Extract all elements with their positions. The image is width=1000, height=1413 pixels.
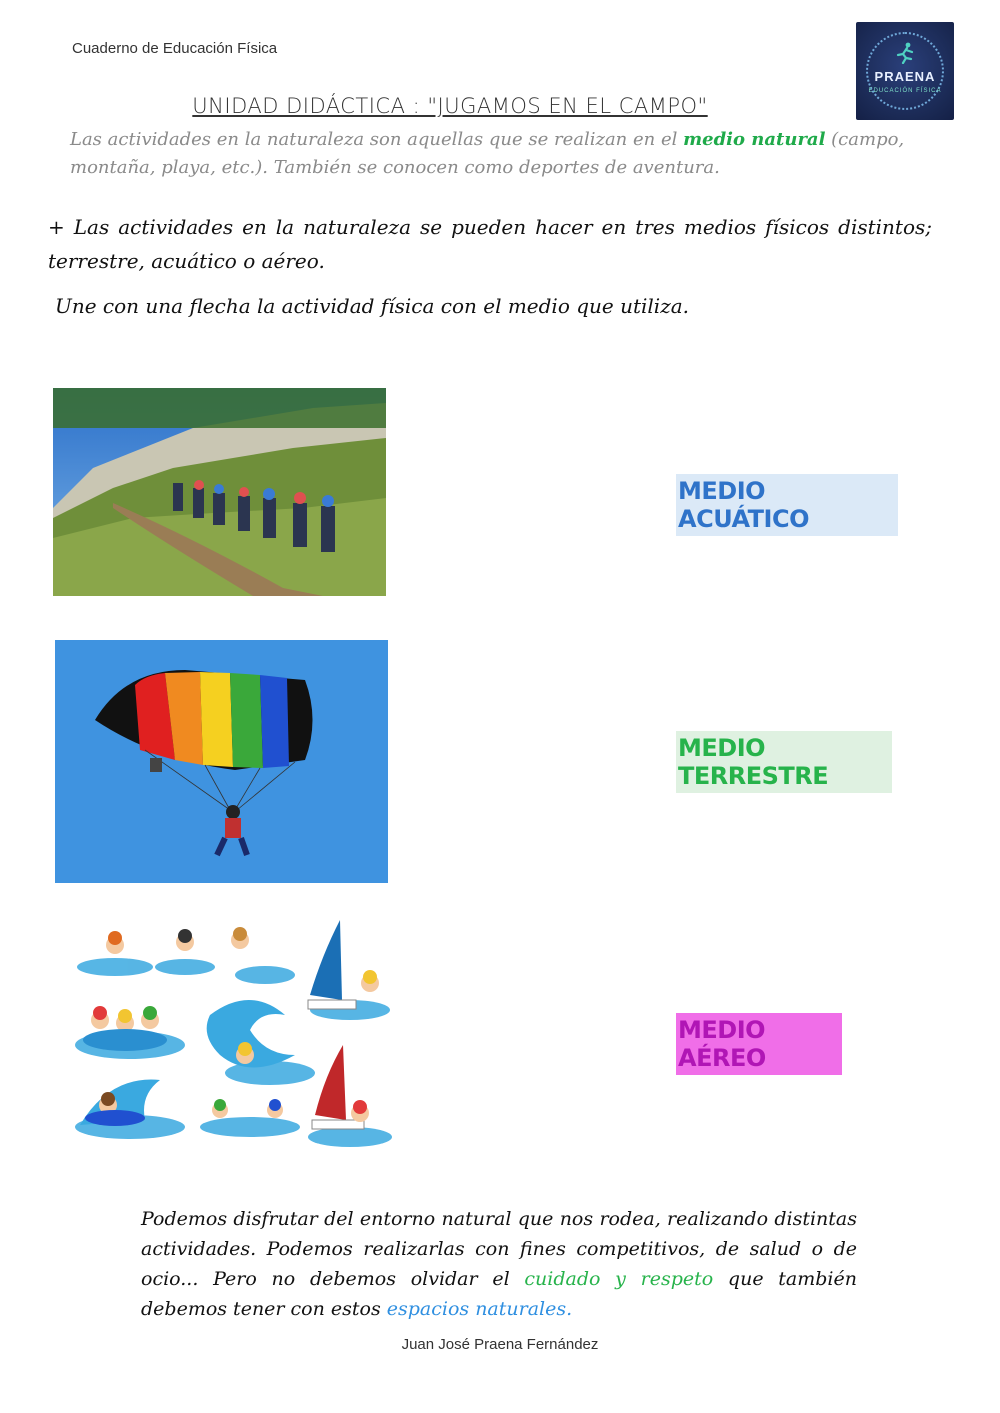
water-sports-illustration[interactable] <box>60 905 396 1160</box>
label-medio-acuatico[interactable]: MEDIO ACUÁTICO <box>676 474 898 536</box>
instructions-paragraph: + Las actividades en la naturaleza se pueden hacer en tres medios físicos distintos; terrestre, acuático o aéreo. <box>48 215 932 273</box>
intro-text-2: (campo, montaña, playa, etc.). También se conocen como deportes de aventura. <box>70 129 905 178</box>
closing-green-text: cuidado y respeto <box>524 1268 714 1290</box>
label-medio-terrestre[interactable]: MEDIO TERRESTRE <box>676 731 892 793</box>
closing-text-2: que también debemos tener con estos <box>141 1268 857 1320</box>
unit-title: UNIDAD DIDÁCTICA : "JUGAMOS EN EL CAMPO" <box>192 94 708 118</box>
closing-text-1: Podemos disfrutar del entorno natural que nos rodea, realizando distintas actividades. Podemos realizarlas con fines competitivos, de salud o de ocio... Pero no debemos olvidar el <box>141 1208 857 1290</box>
paragliding-photo[interactable] <box>55 640 388 883</box>
logo-text: PRAENA <box>874 69 936 84</box>
label-medio-aereo[interactable]: MEDIO AÉREO <box>676 1013 842 1075</box>
author-footer: Juan José Praena Fernández <box>401 1336 599 1353</box>
intro-paragraph <box>70 126 940 182</box>
task-instruction: Une con una flecha la actividad física con el medio que utiliza. <box>55 294 690 318</box>
intro-text-1: Las actividades en la naturaleza son aquellas que se realizan en el <box>70 129 684 150</box>
logo-subtext: EDUCACIÓN FÍSICA <box>868 88 942 94</box>
closing-blue-text: espacios naturales. <box>386 1298 573 1320</box>
closing-paragraph <box>141 1204 857 1324</box>
runner-icon <box>896 42 914 64</box>
notebook-title: Cuaderno de Educación Física <box>72 40 278 57</box>
hiking-group-photo[interactable] <box>53 388 386 596</box>
intro-highlight: medio natural <box>683 129 826 150</box>
